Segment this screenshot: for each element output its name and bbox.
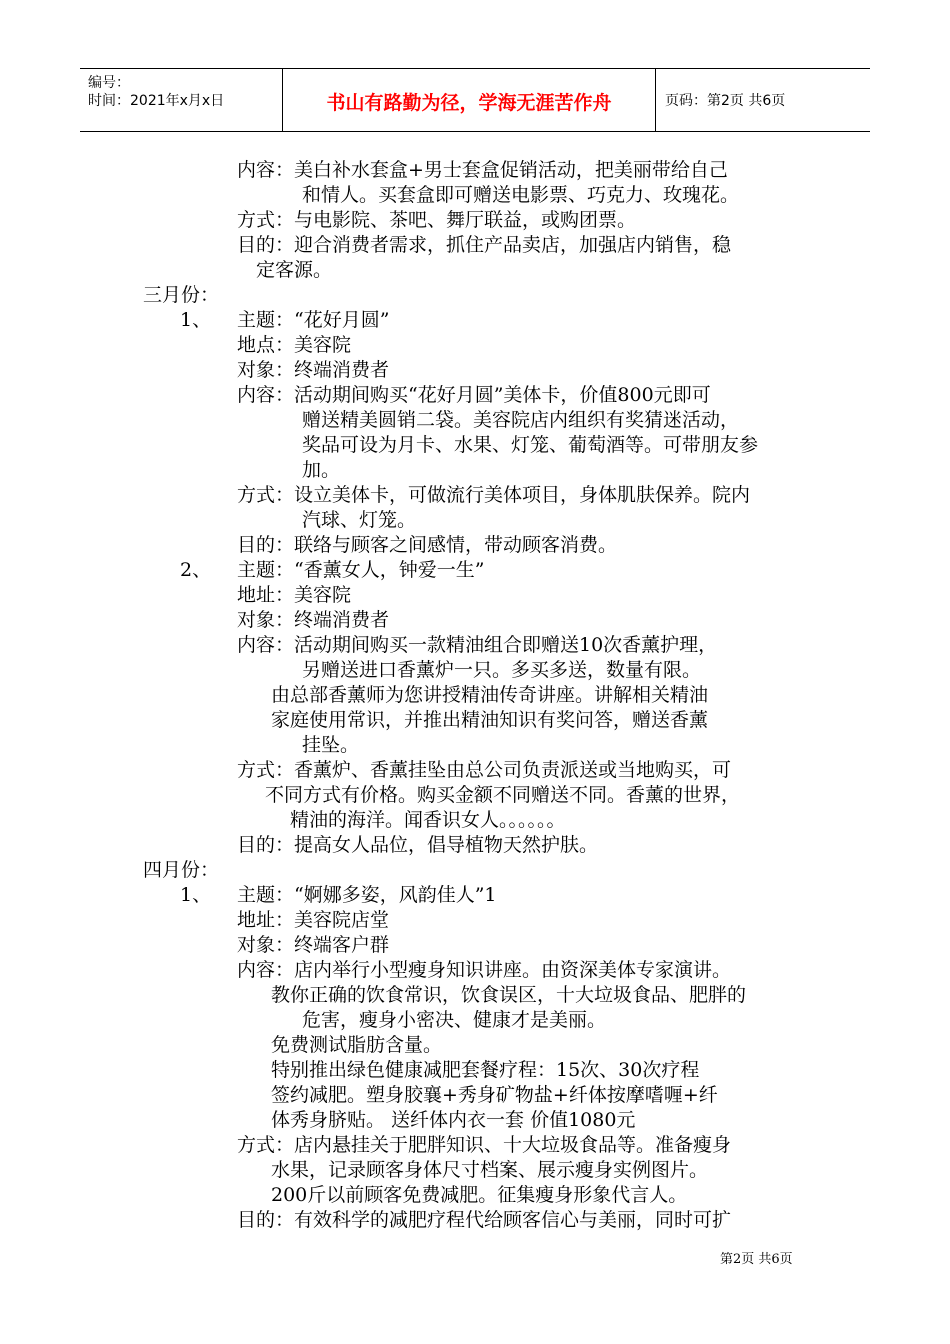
document-date-label: 时间：2021年x月x日 [88, 93, 225, 109]
text-line: 加。 [302, 459, 341, 481]
text-line: 不同方式有价格。购买金额不同赠送不同。香薰的世界， [265, 784, 741, 806]
text-line: 汽球、灯笼。 [302, 509, 417, 531]
text-line: 奖品可设为月卡、水果、灯笼、葡萄酒等。可带朋友参 [302, 434, 759, 456]
list-number: 2、 [180, 559, 212, 581]
text-line: 家庭使用常识，并推出精油知识有奖问答，赠送香薰 [271, 709, 709, 731]
text-line: 内容：活动期间购买一款精油组合即赠送10次香薰护理， [237, 634, 718, 656]
text-line: 对象：终端客户群 [237, 934, 390, 956]
header-page-cell [655, 69, 870, 131]
text-line: 主题：“花好月圆” [237, 309, 390, 331]
text-line: 特别推出绿色健康减肥套餐疗程：15次、30次疗程 [271, 1059, 700, 1081]
text-line: 内容：美白补水套盒+男士套盒促销活动，把美丽带给自己 [237, 159, 728, 181]
text-line: 主题：“香薰女人，钟爱一生” [237, 559, 485, 581]
page-footer-number: 第2页 共6页 [720, 1252, 793, 1267]
text-line: 目的：有效科学的减肥疗程代给顾客信心与美丽，同时可扩 [237, 1209, 732, 1231]
header-motto: 书山有路勤为径，学海无涯苦作舟 [326, 92, 612, 114]
header-motto-cell [282, 69, 656, 131]
text-line: 目的：提高女人品位，倡导植物天然护肤。 [237, 834, 599, 856]
header-page-code: 页码：第2页 共6页 [665, 93, 786, 109]
text-line: 内容：店内举行小型瘦身知识讲座。由资深美体专家演讲。 [237, 959, 732, 981]
text-line: 方式：与电影院、茶吧、舞厅联益，或购团票。 [237, 209, 637, 231]
text-line: 地点：美容院 [237, 334, 352, 356]
text-line: 方式：香薰炉、香薰挂坠由总公司负责派送或当地购买，可 [237, 759, 732, 781]
text-line: 签约减肥。塑身胶襄+秀身矿物盐+纤体按摩嗜喱+纤 [271, 1084, 718, 1106]
text-line: 主题：“婀娜多姿，风韵佳人”1 [237, 884, 497, 906]
text-line: 目的：联络与顾客之间感情，带动顾客消费。 [237, 534, 618, 556]
text-line: 赠送精美圆销二袋。美容院店内组织有奖猜迷活动， [302, 409, 740, 431]
text-line: 挂坠。 [302, 734, 360, 756]
list-number: 1、 [180, 884, 212, 906]
page-header [80, 68, 870, 132]
section-heading-april: 四月份： [143, 859, 220, 881]
header-info-cell [80, 69, 282, 131]
text-line: 定客源。 [256, 259, 333, 281]
text-line: 精油的海洋。闻香识女人。。。。。。 [290, 809, 566, 831]
text-line: 方式：设立美体卡，可做流行美体项目，身体肌肤保养。院内 [237, 484, 751, 506]
text-line: 危害，瘦身小密决、健康才是美丽。 [302, 1009, 607, 1031]
text-line: 地址：美容院店堂 [237, 909, 390, 931]
section-heading-march: 三月份： [143, 284, 220, 306]
text-line: 体秀身脐贴。 送纤体内衣一套 价值1080元 [271, 1109, 636, 1131]
text-line: 免费测试脂肪含量。 [271, 1034, 443, 1056]
text-line: 内容：活动期间购买“花好月圆”美体卡，价值800元即可 [237, 384, 711, 406]
text-line: 方式：店内悬挂关于肥胖知识、十大垃圾食品等。准备瘦身 [237, 1134, 732, 1156]
list-number: 1、 [180, 309, 212, 331]
text-line: 对象：终端消费者 [237, 359, 390, 381]
text-line: 目的：迎合消费者需求，抓住产品卖店，加强店内销售，稳 [237, 234, 732, 256]
text-line: 水果，记录顾客身体尺寸档案、展示瘦身实例图片。 [271, 1159, 709, 1181]
text-line: 教你正确的饮食常识，饮食误区，十大垃圾食品、肥胖的 [271, 984, 747, 1006]
text-line: 地址：美容院 [237, 584, 352, 606]
text-line: 200斤以前顾客免费减肥。征集瘦身形象代言人。 [271, 1184, 688, 1206]
text-line: 和情人。买套盒即可赠送电影票、巧克力、玫瑰花。 [302, 184, 740, 206]
text-line: 另赠送进口香薰炉一只。多买多送，数量有限。 [302, 659, 702, 681]
text-line: 对象：终端消费者 [237, 609, 390, 631]
document-number-label: 编号： [88, 75, 130, 91]
text-line: 由总部香薰师为您讲授精油传奇讲座。讲解相关精油 [271, 684, 709, 706]
